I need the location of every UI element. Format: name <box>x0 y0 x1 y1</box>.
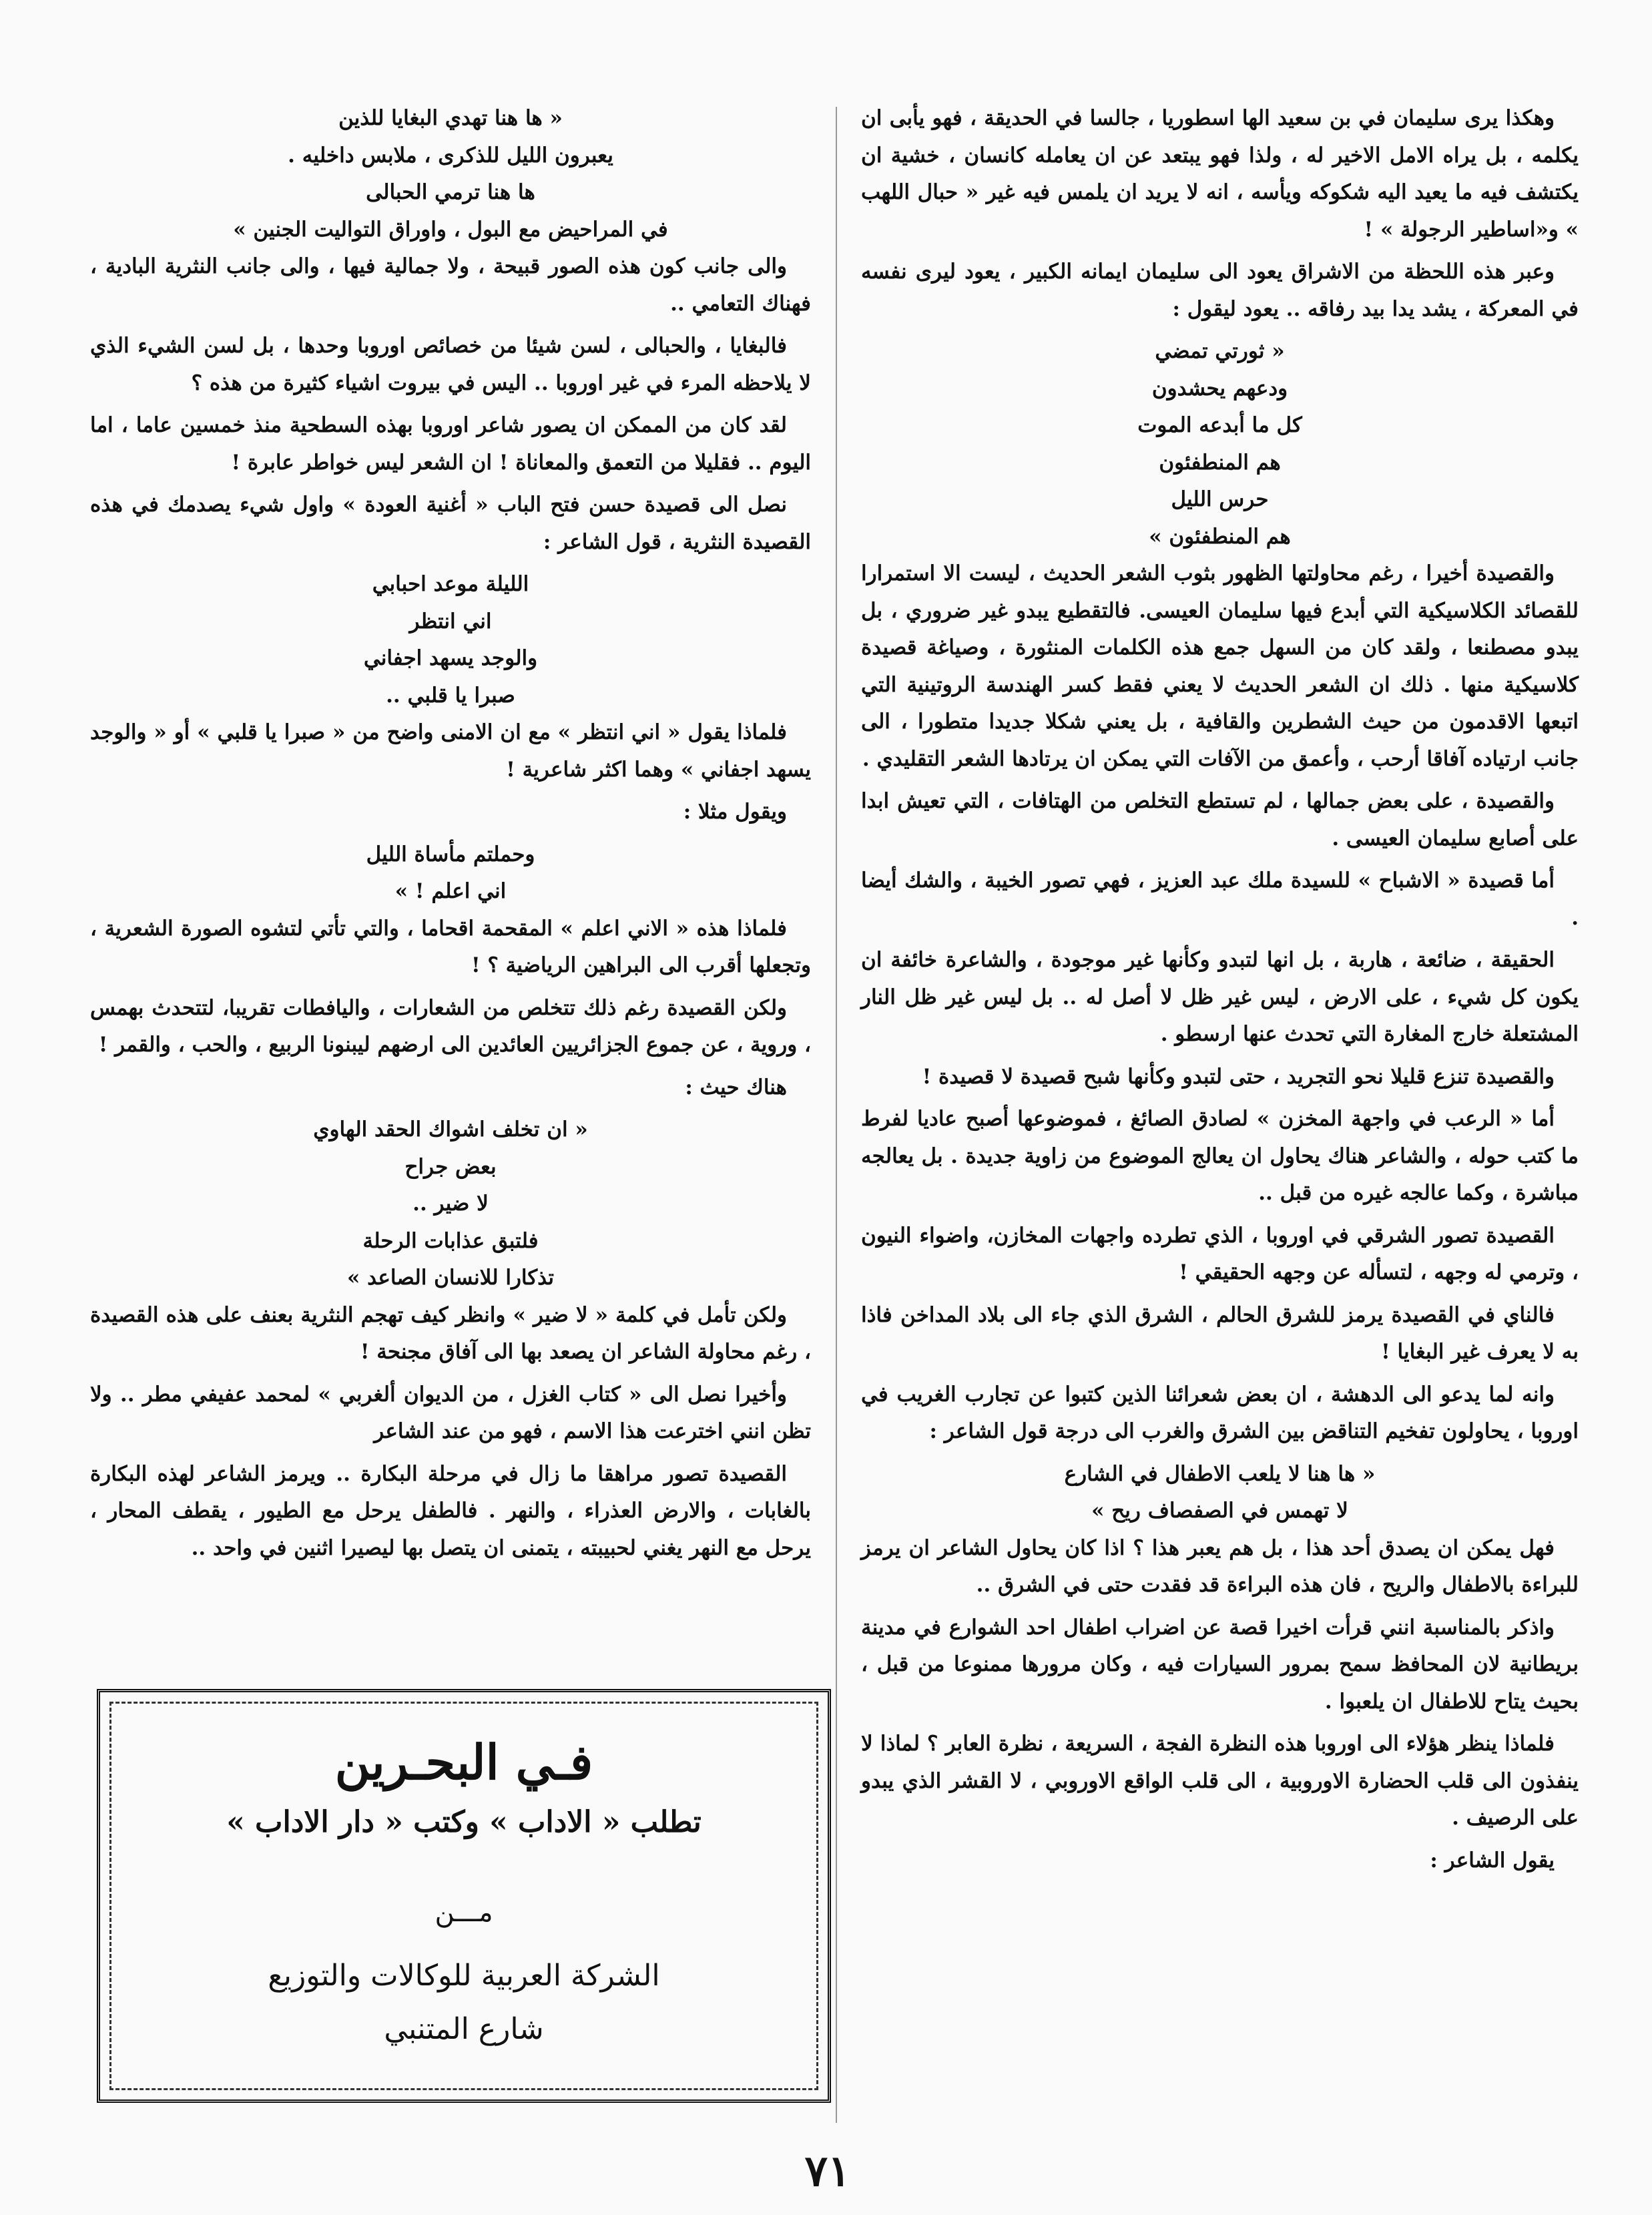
ad-company: الشركة العربية للوكالات والتوزيع <box>268 1959 660 1993</box>
verse-line: « ثورتي تمضي <box>1155 339 1285 363</box>
verse-line: والوجد يسهد اجفاني <box>363 646 538 670</box>
verse-block <box>90 566 811 714</box>
paragraph: فالبغايا ، والحبالى ، لسن شيئا من خصائص اوروبا وحدها ، بل لسن الشيء الذي لا يلاحظه المرء في غير اوروبا .. اليس في بيروت اشياء كثيرة من هذه ؟ <box>90 334 811 395</box>
verse-block <box>90 100 811 248</box>
paragraph: فلماذا هذه « الاني اعلم » المقحمة اقحاما ، والتي تأتي لتشوه الصورة الشعرية ، وتجعلها أقرب الى البراهين الرياضية ؟ ! <box>90 916 811 977</box>
verse-block <box>861 1456 1579 1530</box>
left-column <box>90 100 811 1572</box>
paragraph: فهل يمكن ان يصدق أحد هذا ، بل هم يعبر هذا ؟ اذا كان يحاول الشاعر ان يرمز للبراءة بالاطفال والريح ، فان هذه البراءة قد فقدت حتى في الشرق .. <box>861 1535 1579 1597</box>
ad-street: شارع المتنبي <box>384 2012 544 2046</box>
paragraph: والقصيدة تنزع قليلا نحو التجريد ، حتى لتبدو وكأنها شبح قصيدة لا قصيدة ! <box>922 1064 1555 1089</box>
verse-line: هم المنطفئون » <box>1149 524 1291 549</box>
paragraph: فلماذا ينظر هؤلاء الى اوروبا هذه النظرة الفجة ، السريعة ، نظرة العابر ؟ لماذا لا ينفذون الى قلب الحضارة الاوروبية ، الى قلب الواقع الاوروبي ، لا القشر الذي يبدو على الرصيف . <box>861 1732 1579 1830</box>
paragraph: فلماذا يقول « اني انتظر » مع ان الامنى واضح من « صبرا يا قلبي » أو « والوجد يسهد اجفاني » وهما اكثر شاعرية ! <box>90 720 811 782</box>
verse-line: لا تهمس في الصفصاف ريح » <box>1091 1499 1348 1523</box>
paragraph: والى جانب كون هذه الصور قبيحة ، ولا جمالية فيها ، والى جانب النثرية البادية ، فهناك التعامي .. <box>90 254 811 316</box>
paragraph: القصيدة تصور مراهقا ما زال في مرحلة البكارة .. ويرمز الشاعر لهذه البكارة بالغابات ، والارض العذراء ، والنهر . فالطفل يرحل مع الطيور ، يقطف المحار ، يرحل مع النهر يغني لحبيبته ، يتمنى ان يتصل بها ليصيرا اثنين في واحد .. <box>90 1461 811 1560</box>
verse-line: فلتبق عذابات الرحلة <box>362 1228 539 1253</box>
column-divider <box>836 107 837 2123</box>
paragraph: وعبر هذه اللحظة من الاشراق يعود الى سليمان ايمانه الكبير ، يعود ليرى نفسه في المعركة ، يشد يدا بيد رفاقه .. يعود ليقول : <box>861 260 1579 321</box>
advertisement-box <box>97 1689 831 2103</box>
paragraph: ولكن القصيدة رغم ذلك تتخلص من الشعارات ، واليافطات تقريبا، لتتحدث بهمس ، وروية ، عن جموع الجزائريين العائدين الى ارضهم ليبنونا الربيع ، والحب ، والقمر ! <box>90 995 811 1057</box>
verse-line: اني اعلم ! » <box>394 879 507 903</box>
page-number: ٧١ <box>804 2146 851 2196</box>
paragraph: القصيدة تصور الشرقي في اوروبا ، الذي تطرده واجهات المخازن، واضواء النيون ، وترمي له وجهه ، لتسأله عن وجهه الحقيقي ! <box>861 1223 1579 1284</box>
verse-line: بعض جراح <box>404 1154 497 1179</box>
paragraph: ويقول مثلا : <box>683 800 787 824</box>
verse-line: اني انتظر <box>409 609 492 634</box>
verse-line: تذكارا للانسان الصاعد » <box>346 1266 555 1290</box>
verse-block <box>861 333 1579 555</box>
verse-line: ها هنا ترمي الحبالى <box>366 180 535 204</box>
paragraph: يقول الشاعر : <box>1430 1848 1555 1873</box>
verse-block <box>90 1112 811 1297</box>
verse-line: صبرا يا قلبي .. <box>386 683 515 708</box>
right-column <box>861 100 1579 1885</box>
verse-line: الليلة موعد احبابي <box>372 572 529 596</box>
ad-subtitle: تطلب « الاداب » وكتب « دار الاداب » <box>226 1805 702 1839</box>
paragraph: وهكذا يرى سليمان في بن سعيد الها اسطوريا ، جالسا في الحديقة ، فهو يأبى ان يكلمه ، بل يراه الامل الاخير له ، ولذا فهو يبتعد عن ان يعامله كانسان ، خشية ان يكتشف فيه ما يعيد اليه شكوكه ويأسه ، انه لا يريد ان يلمس فيه غير « حبال اللهب » و«اساطير الرجولة » ! <box>861 106 1579 242</box>
paragraph: لقد كان من الممكن ان يصور شاعر اوروبا بهذه السطحية منذ خمسين عاما ، اما اليوم .. فقليلا من التعمق والمعاناة ! ان الشعر ليس خواطر عابرة ! <box>90 413 811 475</box>
paragraph: والقصيدة أخيرا ، رغم محاولتها الظهور بثوب الشعر الحديث ، ليست الا استمرارا للقصائد الكلاسيكية التي أبدع فيها سليمان العيسى. فالتقطيع يبدو غير ضروري ، بل يبدو مصطنعا ، ولقد كان من السهل جمع هذه الكلمات المنثورة ، وصياغة قصيدة كلاسيكية منها . ذلك ان الشعر الحديث لا يعني فقط كسر الهندسة الروتينية التي اتبعها الاقدمون من حيث الشطرين والقافية ، بل يعني شكلا جديدا متطورا ، الى جانب ارتياده آفاقا أرحب ، وأعمق من الآفات التي يمكن ان يرتادها الشعر التقليدي . <box>861 561 1579 771</box>
paragraph: وأخيرا نصل الى « كتاب الغزل ، من الديوان ألغربي » لمحمد عفيفي مطر .. ولا تظن انني اخترعت هذا الاسم ، فهو من عند الشاعر <box>90 1382 811 1443</box>
verse-line: في المراحيض مع البول ، واوراق التواليت الجنين » <box>233 217 668 242</box>
paragraph: ولكن تأمل في كلمة « لا ضير » وانظر كيف تهجم النثرية بعنف على هذه القصيدة ، رغم محاولة الشاعر ان يصعد بها الى آفاق مجنحة ! <box>90 1302 811 1364</box>
paragraph: واذكر بالمناسبة انني قرأت اخيرا قصة عن اضراب اطفال احد الشوارع في مدينة بريطانية لان المحافظ سمح بمرور السيارات فيه ، وكان مرورها ممنوعا من قبل ، بحيث يتاح للاطفال ان يلعبوا . <box>861 1615 1579 1714</box>
verse-line: هم المنطفئون <box>1159 450 1281 475</box>
verse-line: وحملتم مأساة الليل <box>366 842 535 867</box>
verse-line: لا ضير .. <box>412 1192 489 1216</box>
paragraph: الحقيقة ، ضائعة ، هاربة ، بل انها لتبدو وكأنها غير موجودة ، والشاعرة خائفة ان يكون كل شيء ، على الارض ، ليس غير ظل لا أصل له .. بل ليس غير ظل النار المشتعلة خارج المغارة التي تحدث عنها ارسطو . <box>861 948 1579 1046</box>
paragraph: هناك حيث : <box>685 1075 787 1099</box>
verse-line: حرس الليل <box>1171 487 1269 511</box>
verse-line: « ها هنا تهدي البغايا للذين <box>338 106 563 130</box>
verse-block <box>90 836 811 911</box>
paragraph: والقصيدة ، على بعض جمالها ، لم تستطع التخلص من الهتافات ، التي تعيش ابدا على أصابع سليمان العيسى . <box>861 789 1579 850</box>
verse-line: « ها هنا لا يلعب الاطفال في الشارع <box>1064 1461 1376 1486</box>
ad-title: فـي البحـرين <box>334 1734 593 1790</box>
paragraph: نصل الى قصيدة حسن فتح الباب « أغنية العودة » واول شيء يصدمك في هذه القصيدة النثرية ، قول الشاعر : <box>90 493 811 554</box>
verse-line: كل ما أبدعه الموت <box>1137 413 1302 437</box>
paragraph: أما « الرعب في واجهة المخزن » لصادق الصائغ ، فموضوعها أصبح عاديا لفرط ما كتب حوله ، والشاعر هناك يحاول ان يعالج الموضوع من زاوية جديدة . بل يعالجه مباشرة ، وكما عالجه غيره من قبل .. <box>861 1107 1579 1205</box>
verse-line: « ان تخلف اشواك الحقد الهاوي <box>313 1118 588 1142</box>
ad-from: مـــن <box>435 1897 493 1928</box>
paragraph: وانه لما يدعو الى الدهشة ، ان بعض شعرائنا الذين كتبوا عن تجارب الغريب في اوروبا ، يحاولون تفخيم التناقض بين الشرق والغرب الى درجة قول الشاعر : <box>861 1382 1579 1443</box>
paragraph: أما قصيدة « الاشباح » للسيدة ملك عبد العزيز ، فهي تصور الخيبة ، والشك أيضا . <box>861 869 1579 930</box>
advertisement-content <box>127 1719 801 2073</box>
verse-line: يعبرون الليل للذكرى ، ملابس داخليه . <box>288 143 613 168</box>
verse-line: ودعهم يحشدون <box>1151 376 1288 401</box>
paragraph: فالناي في القصيدة يرمز للشرق الحالم ، الشرق الذي جاء الى بلاد المداخن فاذا به لا يعرف غير البغايا ! <box>861 1302 1579 1364</box>
